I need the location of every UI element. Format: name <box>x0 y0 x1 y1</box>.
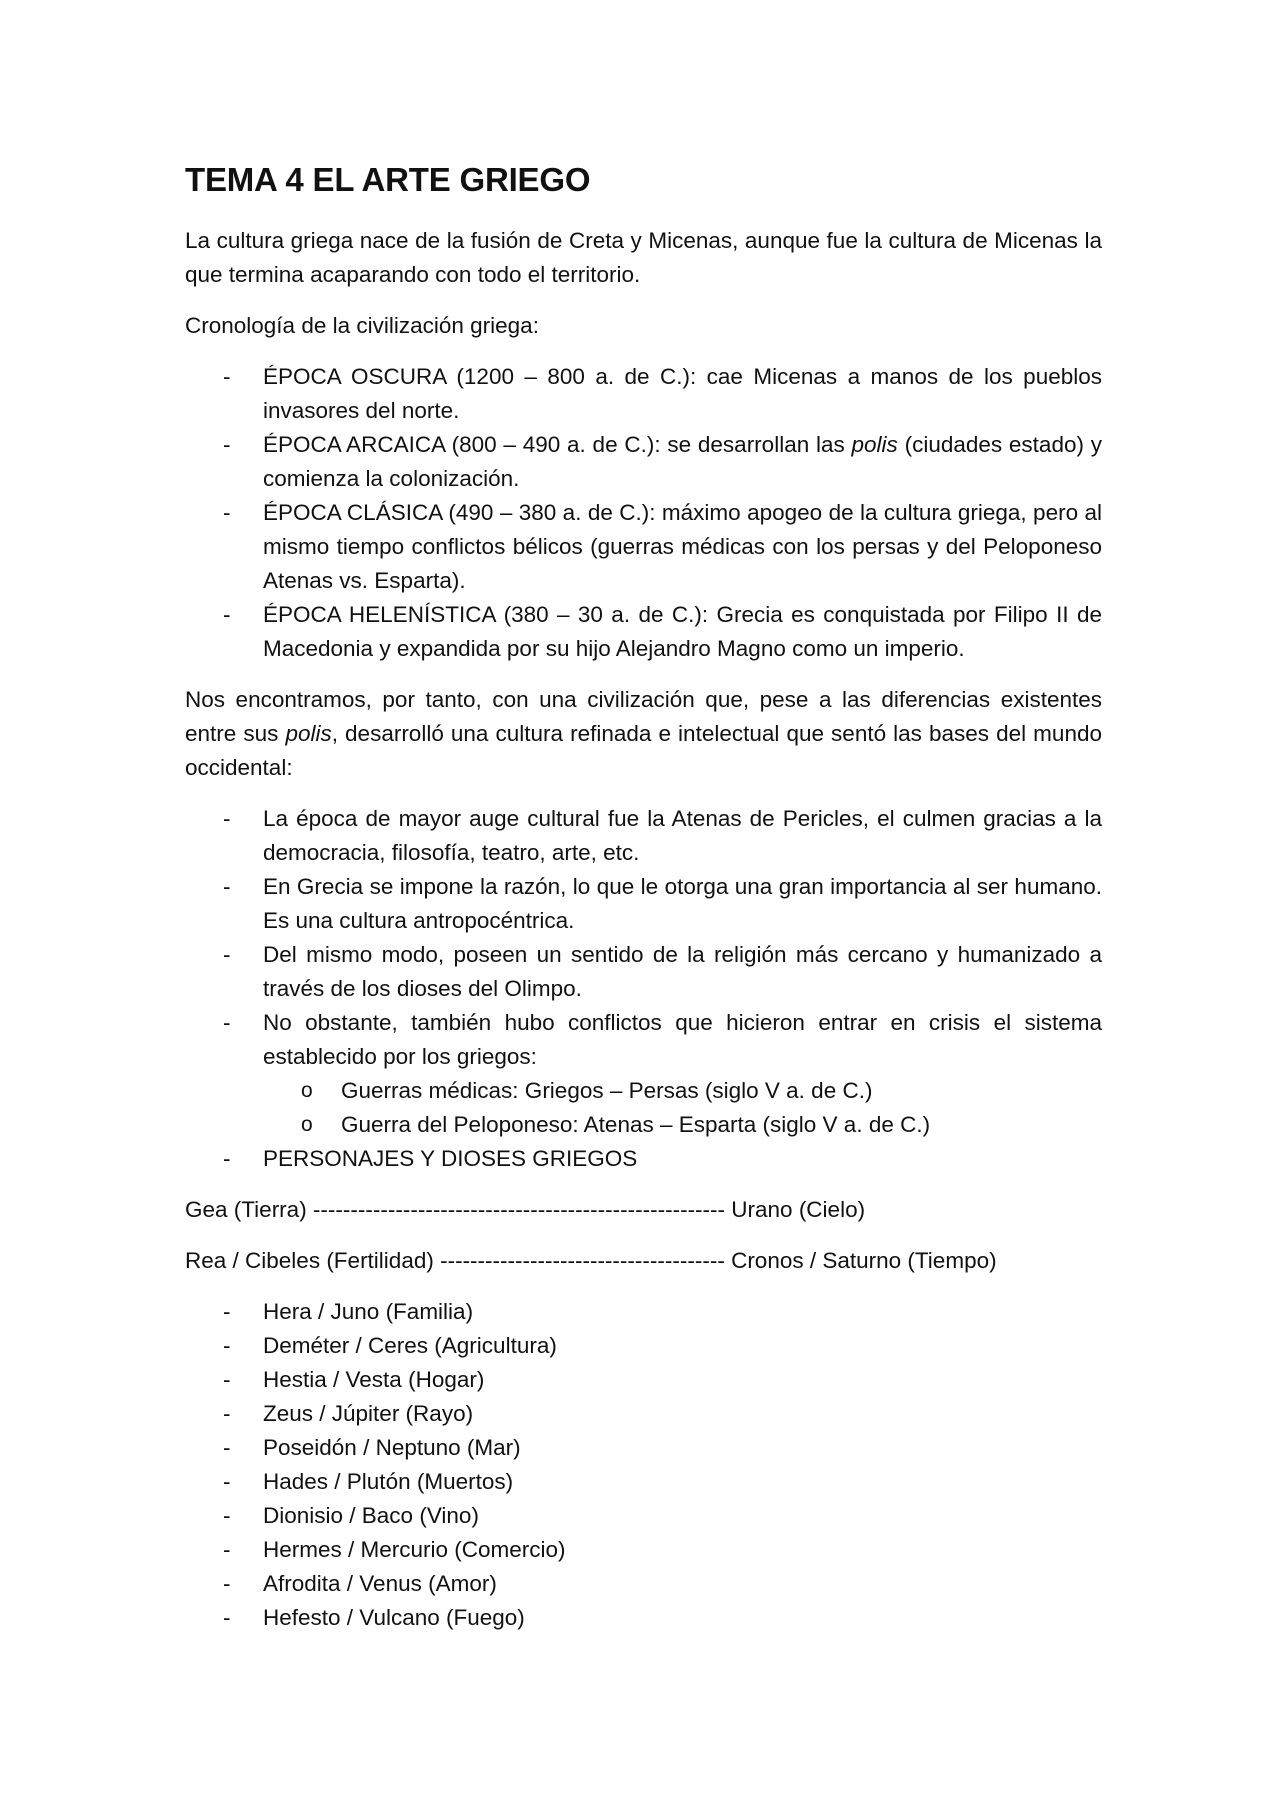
culture-list <box>185 802 1102 1176</box>
dash-bullet: - <box>223 874 231 899</box>
list-item: - Zeus / Júpiter (Rayo) <box>185 1397 1102 1431</box>
dash-bullet: - <box>223 432 231 457</box>
list-item: - Dionisio / Baco (Vino) <box>185 1499 1102 1533</box>
list-item: - ÉPOCA ARCAICA (800 – 490 a. de C.): se desarrollan las polis (ciudades estado) y comienza la colonización. <box>185 428 1102 496</box>
gods-list <box>185 1295 1102 1635</box>
list-item: - La época de mayor auge cultural fue la Atenas de Pericles, el culmen gracias a la democracia, filosofía, teatro, arte, etc. <box>185 802 1102 870</box>
chronology-heading: Cronología de la civilización griega: <box>185 313 539 338</box>
dash-bullet: - <box>223 500 231 525</box>
dash-bullet: - <box>223 1299 231 1324</box>
circle-bullet: o <box>301 1113 313 1136</box>
dash-bullet: - <box>223 1469 231 1494</box>
document-page <box>185 150 1102 1652</box>
epochs-list <box>185 360 1102 666</box>
list-item: - Deméter / Ceres (Agricultura) <box>185 1329 1102 1363</box>
list-item: - Afrodita / Venus (Amor) <box>185 1567 1102 1601</box>
list-item: - ÉPOCA HELENÍSTICA (380 – 30 a. de C.): Grecia es conquistada por Filipo II de Macedonia y expandida por su hijo Alejandro Magno como un imperio. <box>185 598 1102 666</box>
sublist-item: o Guerras médicas: Griegos – Persas (siglo V a. de C.) <box>263 1074 1102 1108</box>
dash-bullet: - <box>223 1571 231 1596</box>
dash-bullet: - <box>223 1367 231 1392</box>
list-item: - ÉPOCA OSCURA (1200 – 800 a. de C.): cae Micenas a manos de los pueblos invasores del norte. <box>185 360 1102 428</box>
dash-bullet: - <box>223 942 231 967</box>
list-item: - Hades / Plutón (Muertos) <box>185 1465 1102 1499</box>
intro-paragraph: La cultura griega nace de la fusión de Creta y Micenas, aunque fue la cultura de Micenas la que termina acaparando con todo el territorio. <box>185 228 1102 287</box>
list-item: - Hermes / Mercurio (Comercio) <box>185 1533 1102 1567</box>
dash-bullet: - <box>223 1010 231 1035</box>
dash-bullet: - <box>223 1435 231 1460</box>
list-item: - Hestia / Vesta (Hogar) <box>185 1363 1102 1397</box>
conflicts-sublist <box>263 1074 1102 1142</box>
list-item: - PERSONAJES Y DIOSES GRIEGOS <box>185 1142 1102 1176</box>
list-item: - No obstante, también hubo conflictos que hicieron entrar en crisis el sistema establecido por los griegos: o Guerras médicas: Griegos – Persas (siglo V a. de C.) o Guerra del Peloponeso: Atenas – Esparta (siglo V a. de C.) <box>185 1006 1102 1142</box>
list-item: - En Grecia se impone la razón, lo que le otorga una gran importancia al ser humano. Es una cultura antropocéntrica. <box>185 870 1102 938</box>
list-item: - Del mismo modo, poseen un sentido de la religión más cercano y humanizado a través de los dioses del Olimpo. <box>185 938 1102 1006</box>
dash-bullet: - <box>223 1146 231 1171</box>
dash-bullet: - <box>223 1537 231 1562</box>
dash-bullet: - <box>223 1333 231 1358</box>
dash-bullet: - <box>223 1503 231 1528</box>
list-item: - ÉPOCA CLÁSICA (490 – 380 a. de C.): máximo apogeo de la cultura griega, pero al mismo tiempo conflictos bélicos (guerras médicas con los persas y del Peloponeso Atenas vs. Esparta). <box>185 496 1102 598</box>
civilization-paragraph: Nos encontramos, por tanto, con una civilización que, pese a las diferencias existentes entre sus polis, desarrolló una cultura refinada e intelectual que sentó las bases del mundo occidental: <box>185 687 1102 780</box>
page-title: TEMA 4 EL ARTE GRIEGO <box>185 161 591 198</box>
list-item: - Hera / Juno (Familia) <box>185 1295 1102 1329</box>
sublist-item: o Guerra del Peloponeso: Atenas – Esparta (siglo V a. de C.) <box>263 1108 1102 1142</box>
dash-bullet: - <box>223 806 231 831</box>
dash-bullet: - <box>223 364 231 389</box>
list-item: - Poseidón / Neptuno (Mar) <box>185 1431 1102 1465</box>
list-item: - Hefesto / Vulcano (Fuego) <box>185 1601 1102 1635</box>
dash-bullet: - <box>223 602 231 627</box>
circle-bullet: o <box>301 1079 313 1102</box>
dash-bullet: - <box>223 1605 231 1630</box>
rea-cronos-line: Rea / Cibeles (Fertilidad) -------------------------------------- Cronos / Saturno (Tiempo) <box>185 1248 997 1273</box>
dash-bullet: - <box>223 1401 231 1426</box>
gea-urano-line: Gea (Tierra) ------------------------------------------------------- Urano (Cielo) <box>185 1197 866 1222</box>
